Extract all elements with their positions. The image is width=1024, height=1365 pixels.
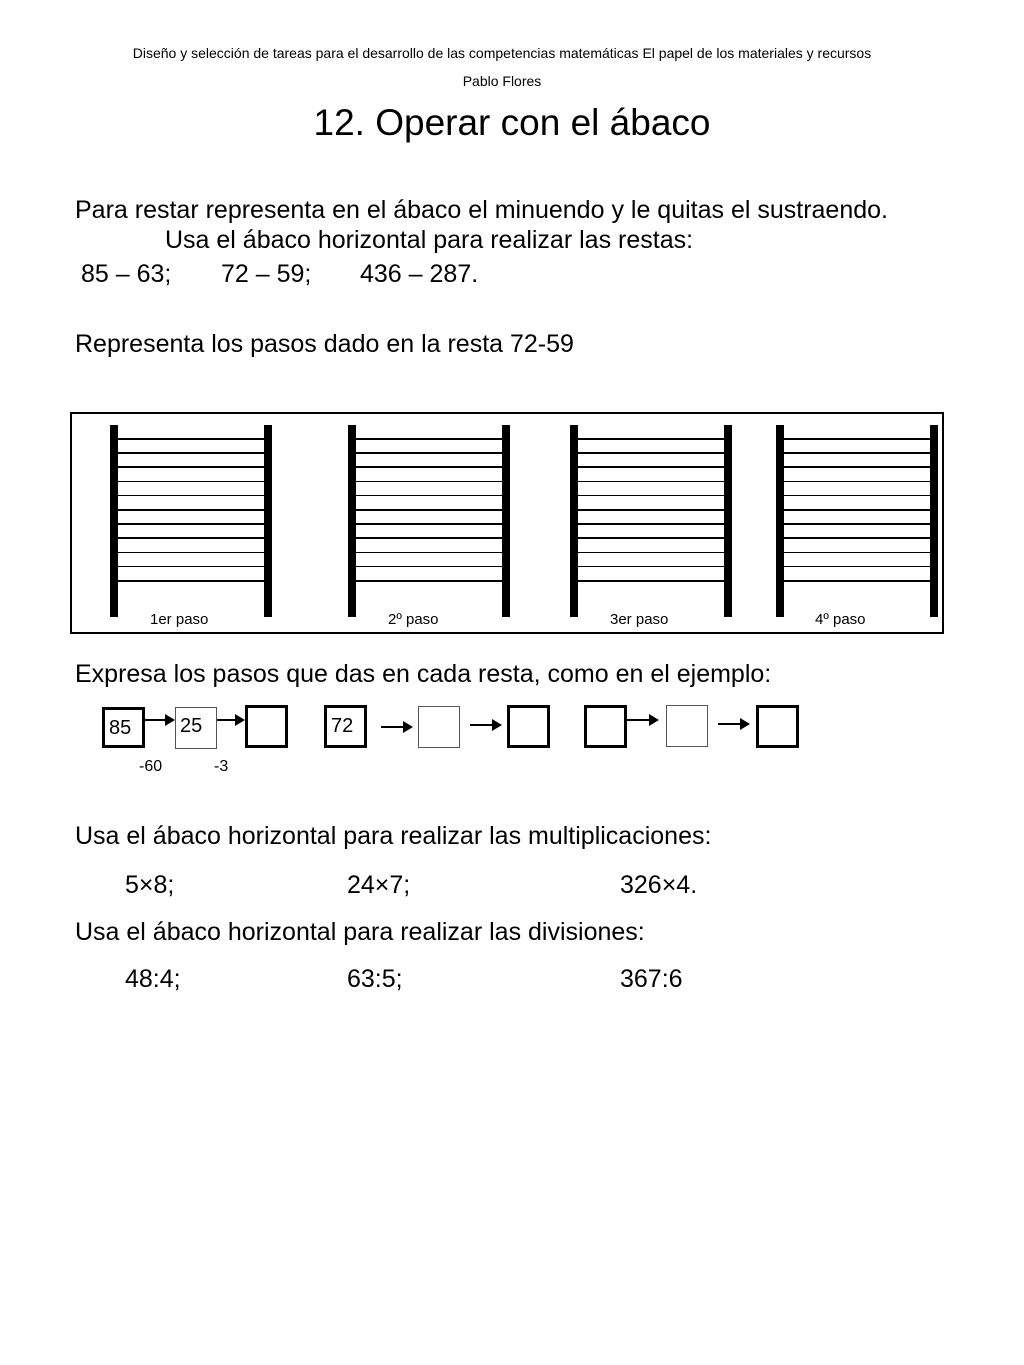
abacus-wire: [118, 566, 264, 568]
document-header: Diseño y selección de tareas para el desarrollo de las competencias matemáticas El papel de los materiales y recursos: [132, 45, 872, 61]
abacus-wire: [578, 537, 724, 539]
abacus-wire: [578, 495, 724, 497]
express-prompt: Expresa los pasos que das en cada resta, como en el ejemplo:: [75, 660, 772, 688]
abacus-rail: [502, 425, 510, 617]
abacus-wire: [356, 509, 502, 511]
abacus-wire: [578, 580, 724, 582]
arrow-icon: [217, 719, 243, 721]
exercise-start-box: [324, 705, 367, 748]
step-label-4: 4º paso: [815, 611, 866, 628]
abacus-wire: [118, 509, 264, 511]
abacus-wire: [356, 452, 502, 454]
abacus-wire: [578, 481, 724, 483]
page-title: 12. Operar con el ábaco: [313, 102, 711, 143]
division-op-2: 63:5;: [347, 965, 403, 993]
arrow-icon: [718, 723, 748, 725]
author-name: Pablo Flores: [462, 73, 542, 89]
multiplication-op-3: 326×4.: [620, 871, 698, 899]
abacus-rail: [348, 425, 356, 617]
abacus-wire: [784, 438, 930, 440]
abacus-wire: [356, 566, 502, 568]
abacus-wire: [118, 466, 264, 468]
subtraction-instruction: Para restar representa en el ábaco el minuendo y le quitas el sustraendo.: [75, 196, 888, 224]
abacus-wire: [118, 452, 264, 454]
abacus-wire: [356, 466, 502, 468]
abacus-wire: [118, 438, 264, 440]
multiplication-prompt: Usa el ábaco horizontal para realizar las multiplicaciones:: [75, 822, 712, 850]
answer-box[interactable]: [666, 705, 708, 747]
example-result-box: [175, 707, 217, 749]
arrow-icon: [470, 724, 500, 726]
abacus-wire: [356, 552, 502, 554]
abacus-wire: [118, 495, 264, 497]
example-start-value: 85: [109, 717, 132, 739]
arrow-icon: [145, 719, 173, 721]
abacus-wire: [784, 466, 930, 468]
abacus-wire: [118, 552, 264, 554]
abacus-wire: [578, 438, 724, 440]
abacus-wire: [578, 566, 724, 568]
abacus-rail: [776, 425, 784, 617]
abacus-rungs: [578, 438, 724, 588]
abacus-rungs: [784, 438, 930, 588]
answer-box[interactable]: [245, 705, 288, 748]
abacus-wire: [784, 523, 930, 525]
answer-box[interactable]: [418, 706, 460, 748]
abacus-wire: [118, 537, 264, 539]
subtraction-op-2: 72 – 59;: [221, 260, 312, 288]
abacus-rail: [930, 425, 938, 617]
abacus-rail: [570, 425, 578, 617]
division-op-1: 48:4;: [125, 965, 181, 993]
abacus-rungs: [118, 438, 264, 588]
abacus-wire: [356, 438, 502, 440]
abacus-rail: [110, 425, 118, 617]
abacus-wire: [578, 452, 724, 454]
arrow-icon: [627, 719, 657, 721]
abacus-wire: [784, 495, 930, 497]
abacus-wire: [784, 481, 930, 483]
abacus-wire: [578, 523, 724, 525]
abacus-wire: [578, 509, 724, 511]
abacus-rungs: [356, 438, 502, 588]
abacus-wire: [784, 537, 930, 539]
abacus-wire: [356, 523, 502, 525]
exercise-start-value: 72: [331, 715, 354, 737]
multiplication-op-2: 24×7;: [347, 871, 411, 899]
answer-box[interactable]: [584, 705, 627, 748]
abacus-wire: [118, 481, 264, 483]
abacus-wire: [356, 495, 502, 497]
example-step-1: -60: [139, 758, 163, 775]
example-step-2: -3: [214, 758, 229, 775]
abacus-wire: [356, 580, 502, 582]
abacus-wire: [356, 481, 502, 483]
subtraction-op-3: 436 – 287.: [360, 260, 479, 288]
abacus-wire: [578, 466, 724, 468]
abacus-rail: [264, 425, 272, 617]
abacus-wire: [356, 537, 502, 539]
arrow-icon: [381, 726, 411, 728]
division-prompt: Usa el ábaco horizontal para realizar las divisiones:: [75, 918, 645, 946]
answer-box[interactable]: [507, 705, 550, 748]
step-label-2: 2º paso: [388, 611, 439, 628]
abacus-wire: [578, 552, 724, 554]
step-label-1: 1er paso: [150, 611, 209, 628]
abacus-wire: [784, 580, 930, 582]
represent-prompt: Representa los pasos dado en la resta 72-59: [75, 330, 574, 358]
example-start-box: [102, 707, 145, 748]
step-label-3: 3er paso: [610, 611, 669, 628]
multiplication-op-1: 5×8;: [125, 871, 175, 899]
abacus-wire: [784, 509, 930, 511]
division-op-3: 367:6: [620, 965, 683, 993]
abacus-rail: [724, 425, 732, 617]
abacus-wire: [784, 566, 930, 568]
abacus-wire: [118, 523, 264, 525]
abacus-wire: [784, 552, 930, 554]
abacus-wire: [118, 580, 264, 582]
subtraction-op-1: 85 – 63;: [81, 260, 172, 288]
answer-box[interactable]: [756, 705, 799, 748]
subtraction-prompt: Usa el ábaco horizontal para realizar las restas:: [165, 226, 694, 254]
abacus-wire: [784, 452, 930, 454]
example-result-value: 25: [180, 715, 203, 737]
